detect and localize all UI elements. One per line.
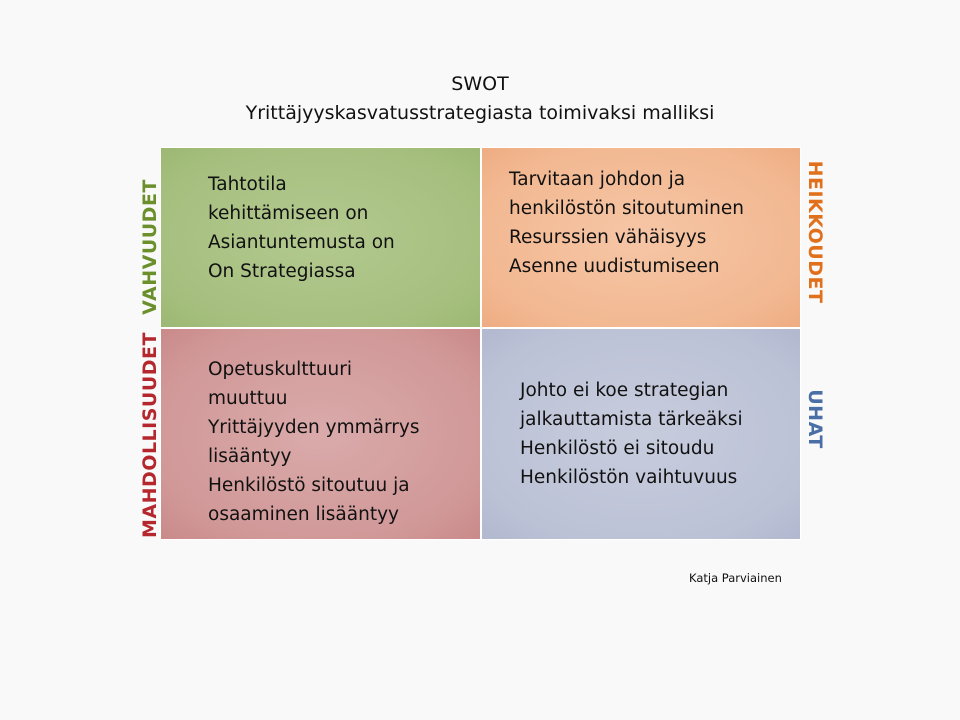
- weaknesses-text: [509, 165, 744, 281]
- diagram-subtitle: Yrittäjyyskasvatusstrategiasta toimivaksi malliksi: [245, 102, 715, 124]
- opportunities-text: [208, 355, 419, 529]
- opportunities-label: MAHDOLLISUUDET: [139, 332, 161, 538]
- weaknesses-line: Resurssien vähäisyys: [509, 227, 707, 248]
- opportunities-line: Opetuskulttuuri: [208, 359, 353, 380]
- threats-line: Johto ei koe strategian: [520, 380, 729, 401]
- weaknesses-line: Asenne uudistumiseen: [509, 256, 720, 277]
- strengths-line: kehittämiseen on: [208, 203, 369, 224]
- threats-line: Henkilöstön vaihtuvuus: [520, 467, 738, 488]
- opportunities-line: Henkilöstö sitoutuu ja: [208, 475, 410, 496]
- strengths-line: On Strategiassa: [208, 261, 356, 282]
- author-credit: Katja Parviainen: [689, 571, 782, 585]
- strengths-label: VAHVUUDET: [139, 179, 161, 315]
- weaknesses-label: HEIKKOUDET: [804, 160, 826, 304]
- strengths-text: [208, 170, 395, 286]
- weaknesses-line: Tarvitaan johdon ja: [509, 169, 686, 190]
- threats-line: Henkilöstö ei sitoudu: [520, 438, 715, 459]
- threats-label: UHAT: [804, 389, 826, 449]
- diagram-title: SWOT: [451, 73, 509, 95]
- threats-line: jalkauttamista tärkeäksi: [520, 409, 743, 430]
- opportunities-line: muuttuu: [208, 388, 288, 409]
- opportunities-line: osaaminen lisääntyy: [208, 504, 399, 525]
- strengths-line: Asiantuntemusta on: [208, 232, 395, 253]
- threats-text: [520, 376, 743, 492]
- strengths-line: Tahtotila: [208, 174, 287, 195]
- weaknesses-line: henkilöstön sitoutuminen: [509, 198, 745, 219]
- opportunities-line: lisääntyy: [208, 446, 292, 467]
- opportunities-line: Yrittäjyyden ymmärrys: [208, 417, 420, 438]
